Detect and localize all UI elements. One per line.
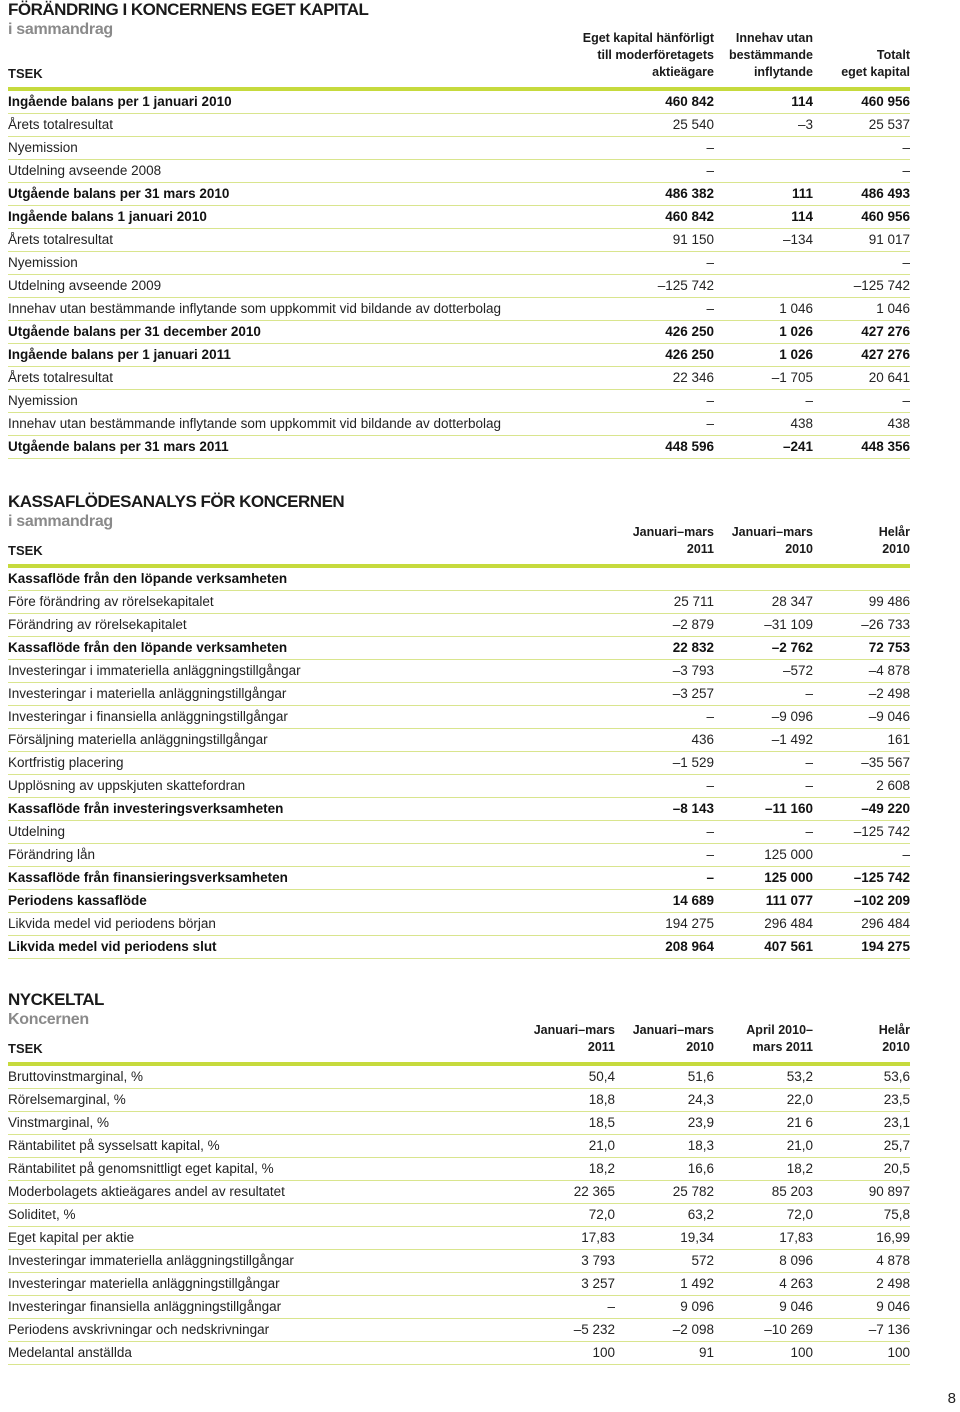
keyratios-col-3: Helår 2010	[878, 1023, 910, 1054]
row-value: –9 096	[771, 709, 813, 724]
row-value: –5 232	[573, 1322, 615, 1337]
row-value: 21,0	[588, 1138, 615, 1153]
row-value: 4 878	[876, 1253, 910, 1268]
row-value: –	[902, 140, 910, 155]
row-value: –3 793	[672, 663, 714, 678]
table-row	[8, 913, 910, 936]
table-row	[8, 1342, 910, 1365]
row-value: 1 046	[876, 301, 910, 316]
row-value: 125 000	[764, 847, 813, 862]
row-value: 111	[791, 186, 813, 201]
keyratios-unit: TSEK	[8, 1041, 43, 1056]
table-row	[8, 1250, 910, 1273]
row-value: 125 000	[764, 870, 813, 885]
row-value: 4 263	[779, 1276, 813, 1291]
row-label: Försäljning materiella anläggningstillgångar	[8, 732, 268, 747]
row-value: –1 529	[672, 755, 714, 770]
equity-table	[8, 91, 910, 459]
row-value: 19,34	[680, 1230, 714, 1245]
row-value: 2 608	[876, 778, 910, 793]
row-value: 486 493	[861, 186, 910, 201]
row-value: –	[902, 393, 910, 408]
keyratios-section	[8, 990, 910, 1365]
row-value: –	[706, 870, 714, 885]
table-row	[8, 683, 910, 706]
table-row	[8, 798, 910, 821]
row-label: Innehav utan bestämmande inflytande som uppkommit vid bildande av dotterbolag	[8, 416, 502, 431]
keyratios-col-0: Januari–mars 2011	[533, 1023, 615, 1054]
row-label: Bruttovinstmarginal, %	[8, 1069, 144, 1084]
row-label: Förändring lån	[8, 847, 96, 862]
row-value: –	[805, 686, 813, 701]
cashflow-header	[8, 525, 910, 564]
row-label: Årets totalresultat	[8, 370, 114, 385]
row-label: Soliditet, %	[8, 1207, 76, 1222]
row-value: 72,0	[786, 1207, 813, 1222]
row-value: –572	[782, 663, 813, 678]
row-value: 21 6	[786, 1115, 813, 1130]
keyratios-subtitle: Koncernen	[8, 1011, 89, 1028]
table-row	[8, 160, 910, 183]
row-value: 90 897	[868, 1184, 910, 1199]
row-value: 111 077	[765, 893, 813, 908]
table-row	[8, 1296, 910, 1319]
row-value: –	[706, 416, 714, 431]
row-label: Utgående balans per 31 mars 2010	[8, 186, 230, 201]
row-label: Upplösning av uppskjuten skattefordran	[8, 778, 246, 793]
equity-title: FÖRÄNDRING I KONCERNENS EGET KAPITAL	[8, 0, 369, 19]
table-row	[8, 1227, 910, 1250]
row-label: Förändring av rörelsekapitalet	[8, 617, 187, 632]
row-value: –	[805, 393, 813, 408]
cashflow-col-1: Januari–mars 2010	[731, 525, 813, 556]
row-value: 22 832	[672, 640, 714, 655]
row-value: 25,7	[883, 1138, 910, 1153]
row-value: 18,3	[687, 1138, 714, 1153]
row-value: 23,5	[883, 1092, 910, 1107]
row-value: 161	[887, 732, 910, 747]
row-value: 20 641	[868, 370, 910, 385]
table-row	[8, 229, 910, 252]
keyratios-col-2: April 2010– mars 2011	[746, 1023, 813, 1054]
table-row	[8, 321, 910, 344]
table-row	[8, 844, 910, 867]
row-label: Investeringar immateriella anläggningstillgångar	[8, 1253, 294, 1268]
row-value: –2 098	[672, 1322, 714, 1337]
row-label: Utdelning	[8, 824, 66, 839]
row-value: –3	[797, 117, 813, 132]
row-value: –9 046	[868, 709, 910, 724]
row-value: 1 026	[779, 324, 813, 339]
row-value: 427 276	[861, 324, 910, 339]
row-value: –134	[782, 232, 813, 247]
row-value: –	[902, 255, 910, 270]
row-value: 20,5	[883, 1161, 910, 1176]
table-row	[8, 936, 910, 959]
row-value: –	[706, 163, 714, 178]
equity-col-2: Totalt eget kapital	[841, 48, 910, 79]
row-label: Utdelning avseende 2009	[8, 278, 162, 293]
row-label: Kassaflöde från den löpande verksamheten	[8, 571, 288, 586]
table-row	[8, 413, 910, 436]
row-value: 53,6	[883, 1069, 910, 1084]
table-row	[8, 752, 910, 775]
row-label: Rörelsemarginal, %	[8, 1092, 126, 1107]
row-value: 91 150	[672, 232, 714, 247]
table-row	[8, 114, 910, 137]
row-value: 50,4	[588, 1069, 615, 1084]
table-row	[8, 1204, 910, 1227]
row-value: 17,83	[779, 1230, 813, 1245]
row-value: –3 257	[672, 686, 714, 701]
table-row	[8, 1181, 910, 1204]
row-label: Periodens kassaflöde	[8, 893, 147, 908]
row-value: –2 498	[868, 686, 910, 701]
table-row	[8, 660, 910, 683]
row-value: 25 782	[672, 1184, 714, 1199]
row-label: Investeringar materiella anläggningstillgångar	[8, 1276, 280, 1291]
table-row	[8, 275, 910, 298]
row-value: –49 220	[861, 801, 910, 816]
table-row	[8, 1112, 910, 1135]
row-label: Årets totalresultat	[8, 117, 114, 132]
row-value: 91	[698, 1345, 714, 1360]
row-value: 194 275	[861, 939, 910, 954]
row-label: Medelantal anställda	[8, 1345, 132, 1360]
row-value: 51,6	[687, 1069, 714, 1084]
row-value: –	[607, 1299, 615, 1314]
table-row	[8, 614, 910, 637]
row-label: Årets totalresultat	[8, 232, 114, 247]
equity-header	[8, 31, 910, 87]
row-value: –	[706, 255, 714, 270]
row-value: 100	[790, 1345, 813, 1360]
keyratios-header	[8, 1023, 910, 1062]
row-value: 23,1	[883, 1115, 910, 1130]
row-label: Investeringar finansiella anläggningstillgångar	[8, 1299, 282, 1314]
row-label: Investeringar i materiella anläggningstillgångar	[8, 686, 287, 701]
row-label: Periodens avskrivningar och nedskrivningar	[8, 1322, 270, 1337]
row-value: 18,5	[588, 1115, 615, 1130]
row-value: 448 356	[861, 439, 910, 454]
row-value: –	[706, 301, 714, 316]
row-value: –11 160	[764, 801, 813, 816]
cashflow-unit: TSEK	[8, 543, 43, 558]
table-row	[8, 890, 910, 913]
cashflow-col-0: Januari–mars 2011	[632, 525, 714, 556]
row-value: 18,2	[588, 1161, 615, 1176]
row-value: –10 269	[764, 1322, 813, 1337]
row-label: Räntabilitet på sysselsatt kapital, %	[8, 1138, 220, 1153]
row-label: Likvida medel vid periodens början	[8, 916, 216, 931]
row-label: Utgående balans per 31 december 2010	[8, 324, 261, 339]
row-label: Nyemission	[8, 393, 78, 408]
row-value: 18,8	[588, 1092, 615, 1107]
table-row	[8, 637, 910, 660]
row-value: 100	[592, 1345, 615, 1360]
table-row	[8, 183, 910, 206]
row-value: –241	[782, 439, 813, 454]
table-row	[8, 367, 910, 390]
row-value: –1 492	[771, 732, 813, 747]
row-value: 25 711	[673, 594, 714, 609]
row-value: 114	[791, 94, 813, 109]
cashflow-section	[8, 492, 910, 959]
table-row	[8, 568, 910, 591]
row-value: 208 964	[665, 939, 714, 954]
table-row	[8, 436, 910, 459]
row-value: –	[902, 163, 910, 178]
row-value: 427 276	[861, 347, 910, 362]
row-value: 460 842	[665, 209, 714, 224]
row-label: Nyemission	[8, 140, 78, 155]
row-value: 438	[887, 416, 910, 431]
row-value: 14 689	[672, 893, 714, 908]
row-value: 572	[691, 1253, 714, 1268]
table-row	[8, 706, 910, 729]
row-value: 22 365	[573, 1184, 615, 1199]
row-value: 72,0	[588, 1207, 615, 1222]
row-label: Investeringar i immateriella anläggningstillgångar	[8, 663, 301, 678]
row-value: –125 742	[853, 870, 910, 885]
row-value: 22,0	[786, 1092, 813, 1107]
table-row	[8, 1135, 910, 1158]
row-value: –125 742	[853, 278, 910, 293]
row-value: 2 498	[876, 1276, 910, 1291]
equity-unit: TSEK	[8, 66, 43, 81]
row-value: 16,99	[876, 1230, 910, 1245]
table-row	[8, 344, 910, 367]
row-value: 17,83	[581, 1230, 615, 1245]
row-value: –	[805, 778, 813, 793]
row-value: –31 109	[764, 617, 813, 632]
row-label: Ingående balans 1 januari 2010	[8, 209, 207, 224]
row-value: 75,8	[883, 1207, 910, 1222]
row-value: –2 879	[672, 617, 714, 632]
row-value: 23,9	[687, 1115, 714, 1130]
row-value: 72 753	[868, 640, 910, 655]
row-value: –	[805, 755, 813, 770]
row-value: –	[706, 709, 714, 724]
row-value: 18,2	[786, 1161, 813, 1176]
row-label: Räntabilitet på genomsnittligt eget kapital, %	[8, 1161, 274, 1176]
row-value: 9 096	[680, 1299, 714, 1314]
row-value: 438	[790, 416, 813, 431]
cashflow-col-2: Helår 2010	[878, 525, 910, 556]
row-value: 3 257	[581, 1276, 615, 1291]
row-value: 1 046	[779, 301, 813, 316]
row-value: 9 046	[876, 1299, 910, 1314]
table-row	[8, 1158, 910, 1181]
row-value: 296 484	[764, 916, 813, 931]
table-row	[8, 137, 910, 160]
row-value: –102 209	[853, 893, 910, 908]
row-value: 8 096	[779, 1253, 813, 1268]
row-value: 100	[887, 1345, 910, 1360]
row-value: 9 046	[779, 1299, 813, 1314]
row-value: 28 347	[771, 594, 813, 609]
row-value: 25 540	[672, 117, 714, 132]
row-value: 460 956	[861, 209, 910, 224]
row-label: Före förändring av rörelsekapitalet	[8, 594, 214, 609]
row-label: Utdelning avseende 2008	[8, 163, 162, 178]
row-label: Investeringar i finansiella anläggningstillgångar	[8, 709, 288, 724]
row-value: –125 742	[853, 824, 910, 839]
row-value: 460 956	[861, 94, 910, 109]
row-label: Kassaflöde från investeringsverksamheten	[8, 801, 284, 816]
row-value: –7 136	[868, 1322, 910, 1337]
row-value: 436	[691, 732, 714, 747]
equity-section	[8, 0, 910, 459]
table-row	[8, 1089, 910, 1112]
row-value: 407 561	[764, 939, 813, 954]
row-value: 63,2	[687, 1207, 714, 1222]
row-value: 448 596	[665, 439, 714, 454]
table-row	[8, 298, 910, 321]
page-number: 8	[947, 1390, 956, 1407]
table-row	[8, 91, 910, 114]
row-label: Innehav utan bestämmande inflytande som uppkommit vid bildande av dotterbolag	[8, 301, 502, 316]
row-value: 296 484	[861, 916, 910, 931]
table-row	[8, 591, 910, 614]
row-value: –125 742	[657, 278, 714, 293]
row-value: 426 250	[665, 347, 714, 362]
row-value: 460 842	[665, 94, 714, 109]
row-value: 21,0	[786, 1138, 813, 1153]
row-value: –	[706, 778, 714, 793]
row-label: Vinstmarginal, %	[8, 1115, 110, 1130]
row-label: Kassaflöde från finansieringsverksamheten	[8, 870, 288, 885]
row-value: 22 346	[672, 370, 714, 385]
row-value: 25 537	[868, 117, 910, 132]
table-row	[8, 1319, 910, 1342]
table-row	[8, 867, 910, 890]
row-label: Eget kapital per aktie	[8, 1230, 135, 1245]
row-value: –26 733	[861, 617, 910, 632]
keyratios-title: NYCKELTAL	[8, 990, 104, 1009]
keyratios-col-1: Januari–mars 2010	[632, 1023, 714, 1054]
row-label: Ingående balans per 1 januari 2010	[8, 94, 232, 109]
row-value: 194 275	[665, 916, 714, 931]
row-value: –	[706, 824, 714, 839]
row-value: –	[805, 824, 813, 839]
row-value: –	[706, 847, 714, 862]
row-value: –1 705	[771, 370, 813, 385]
row-value: –4 878	[868, 663, 910, 678]
row-value: –2 762	[771, 640, 813, 655]
keyratios-table	[8, 1066, 910, 1365]
row-value: 1 492	[680, 1276, 714, 1291]
table-row	[8, 775, 910, 798]
row-label: Kortfristig placering	[8, 755, 124, 770]
row-value: –	[902, 847, 910, 862]
row-value: 53,2	[786, 1069, 813, 1084]
row-value: 3 793	[581, 1253, 615, 1268]
cashflow-table	[8, 568, 910, 959]
row-value: 24,3	[687, 1092, 714, 1107]
table-row	[8, 390, 910, 413]
equity-col-1: Innehav utan bestämmande inflytande	[728, 31, 813, 79]
row-value: –	[706, 393, 714, 408]
table-row	[8, 729, 910, 752]
row-value: –	[706, 140, 714, 155]
row-label: Ingående balans per 1 januari 2011	[8, 347, 231, 362]
table-row	[8, 1066, 910, 1089]
row-value: 114	[791, 209, 813, 224]
row-label: Kassaflöde från den löpande verksamheten	[8, 640, 288, 655]
row-value: 426 250	[665, 324, 714, 339]
row-value: 16,6	[687, 1161, 714, 1176]
row-value: 99 486	[868, 594, 910, 609]
table-row	[8, 1273, 910, 1296]
cashflow-subtitle: i sammandrag	[8, 513, 113, 530]
table-row	[8, 206, 910, 229]
cashflow-title: KASSAFLÖDESANALYS FÖR KONCERNEN	[8, 492, 345, 511]
row-value: 85 203	[771, 1184, 813, 1199]
equity-subtitle: i sammandrag	[8, 21, 113, 38]
row-value: –35 567	[861, 755, 910, 770]
row-value: –8 143	[672, 801, 714, 816]
row-value: 91 017	[868, 232, 910, 247]
row-label: Moderbolagets aktieägares andel av resultatet	[8, 1184, 285, 1199]
row-label: Utgående balans per 31 mars 2011	[8, 439, 229, 454]
row-value: 1 026	[779, 347, 813, 362]
table-row	[8, 821, 910, 844]
row-label: Likvida medel vid periodens slut	[8, 939, 217, 954]
table-row	[8, 252, 910, 275]
row-value: 486 382	[665, 186, 714, 201]
row-label: Nyemission	[8, 255, 78, 270]
equity-col-0: Eget kapital hänförligt till moderföretagets aktieägare	[582, 31, 714, 79]
